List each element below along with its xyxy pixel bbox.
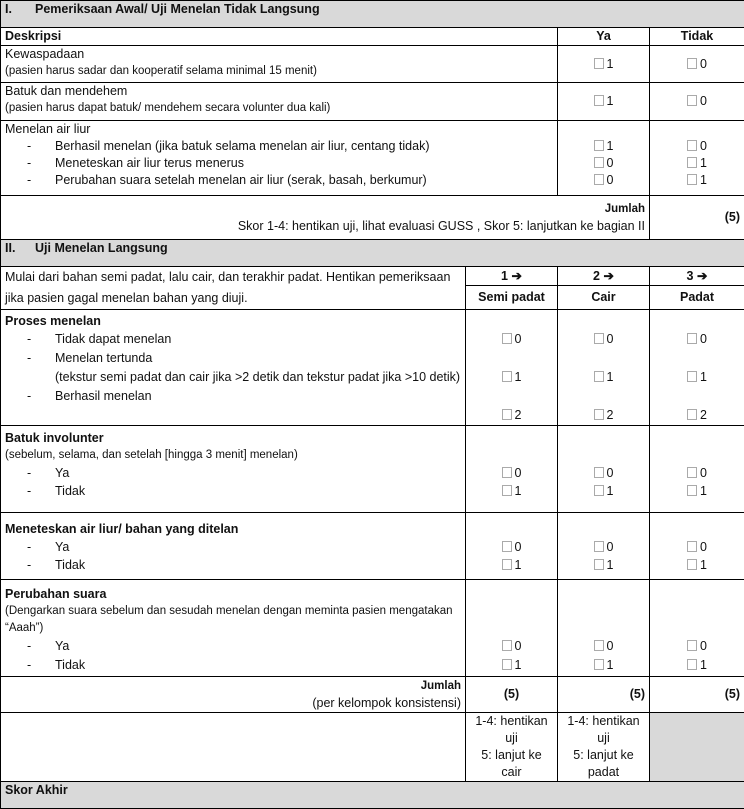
saliva-ya-cell: 1 0 0 [558,121,650,196]
checkbox[interactable] [687,467,697,478]
checkbox[interactable] [687,58,697,69]
checkbox[interactable] [594,541,604,552]
batuk-padat-cell: 0 1 [650,426,744,513]
row-batuk [1,83,558,121]
section2-total-sub: (per kelompok konsistensi) [5,695,461,712]
list-item: - Tidak [5,556,461,574]
step-3: 3 ➔ [650,267,744,286]
checkbox[interactable] [502,559,512,570]
option-value: 0 [700,57,707,71]
meneteskan-semi-padat-cell: 0 1 [466,513,558,580]
checkbox[interactable] [594,58,604,69]
option-value: 1 [607,57,614,71]
list-item: - Perubahan suara setelah menelan air liur (serak, basah, berkumur) [5,172,553,189]
checkbox[interactable] [687,157,697,168]
option-value: 0 [700,94,707,108]
saliva-tidak-cell: 0 1 1 [650,121,744,196]
total-cair: (5) [558,677,650,713]
batuk-cair-cell: 0 1 [558,426,650,513]
checkbox[interactable] [502,640,512,651]
group-perubahan-suara [1,580,466,677]
proses-semi-padat-cell: 0 1 2 [466,310,558,426]
checkbox[interactable] [687,659,697,670]
group-proses-menelan [1,310,466,426]
section1-total-row [1,196,650,240]
list-item: - Ya [5,464,461,482]
checkbox[interactable] [502,333,512,344]
list-item: - Meneteskan air liur terus menerus [5,155,553,172]
section2-total-row [1,677,466,713]
column-cair: Cair [558,286,650,310]
checkbox[interactable] [687,541,697,552]
batuk-ya-cell [558,83,650,121]
checkbox[interactable] [687,371,697,382]
meneteskan-cair-cell: 0 1 [558,513,650,580]
checkbox[interactable] [687,140,697,151]
option-value: 1 [607,94,614,108]
checkbox[interactable] [687,485,697,496]
checkbox[interactable] [594,140,604,151]
list-item: - Tidak [5,482,461,500]
final-score-header: Skor Akhir [1,782,744,809]
checkbox[interactable] [594,485,604,496]
step-2: 2 ➔ [558,267,650,286]
meneteskan-padat-cell: 0 1 [650,513,744,580]
list-item: - Menelan tertunda [5,349,461,368]
checkbox[interactable] [502,371,512,382]
checkbox[interactable] [594,157,604,168]
column-padat: Padat [650,286,744,310]
row-kewaspadaan-title: Kewaspadaan [5,46,553,63]
batuk-semi-padat-cell: 0 1 [466,426,558,513]
section1-header [1,1,744,28]
section2-title: Uji Menelan Langsung [35,241,168,255]
group-proses-title: Proses menelan [5,313,461,330]
checkbox[interactable] [594,659,604,670]
list-item-note: (tekstur semi padat dan cair jika >2 detik dan tekstur padat jika >10 detik) [5,368,461,387]
group-meneteskan-title: Meneteskan air liur/ bahan yang ditelan [5,521,461,538]
checkbox[interactable] [502,541,512,552]
total-semi-padat: (5) [466,677,558,713]
checkbox[interactable] [687,559,697,570]
header-ya: Ya [558,28,650,46]
suara-cair-cell: 0 1 [558,580,650,677]
section2-header [1,240,744,267]
group-suara-title: Perubahan suara [5,586,461,603]
group-batuk-title: Batuk involunter [5,430,461,447]
checkbox[interactable] [594,174,604,185]
kewaspadaan-ya-cell [558,46,650,83]
checkbox[interactable] [502,467,512,478]
note-padat-empty [650,713,744,782]
list-item: - Tidak dapat menelan [5,330,461,349]
header-deskripsi: Deskripsi [1,28,558,46]
row-kewaspadaan [1,46,558,83]
step-1: 1 ➔ [466,267,558,286]
checkbox[interactable] [687,333,697,344]
proses-padat-cell: 0 1 2 [650,310,744,426]
group-batuk-sub: (sebelum, selama, dan setelah [hingga 3 menit] menelan) [5,447,461,464]
proses-cair-cell: 0 1 2 [558,310,650,426]
batuk-tidak-cell [650,83,744,121]
section1-total-label: Jumlah [5,201,645,218]
checkbox[interactable] [687,174,697,185]
row-batuk-title: Batuk dan mendehem [5,83,553,100]
note-cair: 1-4: hentikan uji 5: lanjut ke padat [558,713,650,782]
checkbox[interactable] [594,409,604,420]
total-padat: (5) [650,677,744,713]
checkbox[interactable] [687,640,697,651]
group-batuk-involunter [1,426,466,513]
section2-total-label: Jumlah [5,678,461,695]
checkbox[interactable] [687,95,697,106]
list-item: - Ya [5,637,461,656]
kewaspadaan-tidak-cell [650,46,744,83]
group-meneteskan [1,513,466,580]
list-item: - Berhasil menelan [5,387,461,406]
row-kewaspadaan-sub: (pasien harus sadar dan kooperatif selama minimal 15 menit) [5,63,553,80]
row-batuk-sub: (pasien harus dapat batuk/ mendehem secara volunter dua kali) [5,100,553,117]
checkbox[interactable] [594,333,604,344]
section1-number: I. [5,1,35,18]
group-suara-sub: (Dengarkan suara sebelum dan sesudah menelan dengan meminta pasien mengatakan “Aaah”) [5,603,461,637]
section1-score-note: Skor 1-4: hentikan uji, lihat evaluasi GUSS , Skor 5: lanjutkan ke bagian II [5,218,645,235]
checkbox[interactable] [594,640,604,651]
checkbox[interactable] [502,409,512,420]
checkbox[interactable] [594,95,604,106]
suara-semi-padat-cell: 0 1 [466,580,558,677]
checkbox[interactable] [594,467,604,478]
section2-intro: Mulai dari bahan semi padat, lalu cair, dan terakhir padat. Hentikan pemeriksaan jika pasien gagal menelan bahan yang diuji. [1,267,466,310]
checkbox[interactable] [594,371,604,382]
checkbox[interactable] [502,485,512,496]
row-menelan-air-liur [1,121,558,196]
checkbox[interactable] [687,409,697,420]
checkbox[interactable] [502,659,512,670]
list-item: - Tidak [5,656,461,675]
column-semi-padat: Semi padat [466,286,558,310]
suara-padat-cell: 0 1 [650,580,744,677]
section2-number: II. [5,240,35,257]
note-semi-padat: 1-4: hentikan uji 5: lanjut ke cair [466,713,558,782]
section1-total-value: (5) [650,196,744,240]
row-menelan-air-liur-title: Menelan air liur [5,121,553,138]
checkbox[interactable] [594,559,604,570]
list-item: - Ya [5,538,461,556]
section1-title: Pemeriksaan Awal/ Uji Menelan Tidak Langsung [35,2,320,16]
header-tidak: Tidak [650,28,744,46]
list-item: - Berhasil menelan (jika batuk selama menelan air liur, centang tidak) [5,138,553,155]
notes-spacer [1,713,466,782]
